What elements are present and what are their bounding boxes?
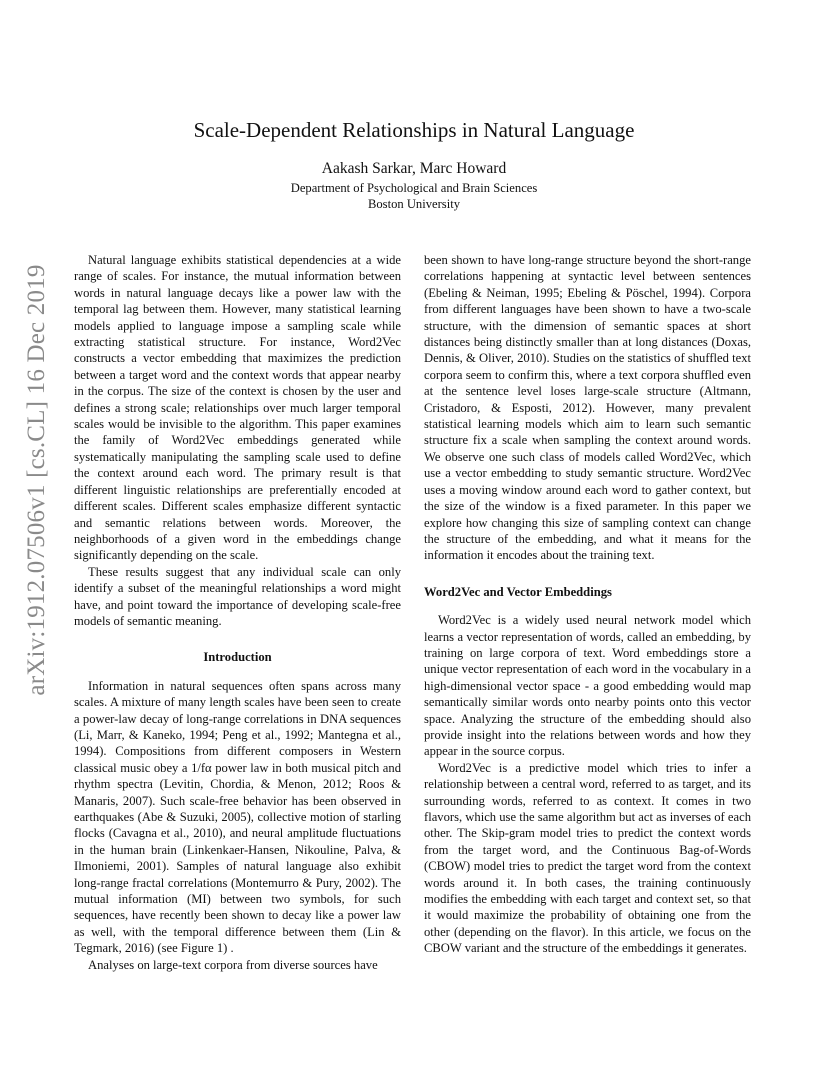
- abstract-paragraph-1: Natural language exhibits statistical dependencies at a wide range of scales. For instance, the mutual information between words in natural language decays like a power law with the temporal lag between them. However, many statistical learning models applied to language impose a sampling scale while extracting statistical structure. For instance, Word2Vec constructs a vector embedding that maximizes the prediction between a target word and the context words that appear nearby in the corpus. The size of the context is chosen by the user and defines a strong scale; relationships over much larger temporal scales would be invisible to the algorithm. This paper examines the family of Word2Vec embeddings generated while systematically manipulating the sampling scale used to define the context around each word. The primary result is that different linguistic relationships are preferentially encoded at different scales. Different scales emphasize different syntactic and semantic relations between words. Moreover, the neighborhoods of a given word in the embeddings change significantly depending on the scale.: [74, 253, 401, 563]
- word2vec-heading: Word2Vec and Vector Embeddings: [424, 584, 612, 599]
- introduction-paragraph-1: Information in natural sequences often spans across many scales. A mixture of many length scales have been seen to create a power-law decay of long-range correlations in DNA sequences (Li, Marr, & Kaneko, 1994; Peng et al., 1992; Mantegna et al., 1994). Compositions from different composers in Western classical music obey a 1/fα power law in both musical pitch and rhythm spectra (Levitin, Chordia, & Menon, 2012; Roos & Manaris, 2007). Such scale-free behavior has been observed in earthquakes (Abe & Suzuki, 2005), collective motion of starling flocks (Cavagna et al., 2010), and neural amplitude fluctuations in the human brain (Linkenkaer-Hansen, Nikouline, Palva, & Ilmoniemi, 2001). Samples of natural language also exhibit long-range fractal correlations (Montemurro & Pury, 2002). The mutual information (MI) between two symbols, for such sequences, have recently been shown to decay like a power law as well, with the temporal difference between them (Lin & Tegmark, 2016) (see Figure 1) .: [74, 678, 401, 956]
- left-column: [74, 252, 401, 973]
- arxiv-sidebar: [22, 264, 52, 696]
- arxiv-identifier: arXiv:1912.07506v1 [cs.CL] 16 Dec 2019: [23, 264, 50, 696]
- introduction-heading: Introduction: [203, 650, 272, 665]
- word2vec-paragraph-1: Word2Vec is a widely used neural network model which learns a vector representation of words, called an embedding, by training on large corpora of text. Word embeddings store a unique vector representation of each word in the vocabulary in a high-dimensional vector space - a good embedding would map semantically similar words onto nearby points onto this vector space. Analyzing the structure of the embedding should also provide insight into the relations between words and how they appear in the source corpus.: [424, 613, 751, 759]
- affiliation-department: Department of Psychological and Brain Sciences: [290, 181, 538, 195]
- introduction-paragraph-2: Analyses on large-text corpora from diverse sources have: [88, 957, 378, 972]
- abstract-paragraph-2: These results suggest that any individual scale can only identify a subset of the meaningful relationships a word might have, and point toward the importance of developing scale-free models of semantic meaning.: [74, 564, 401, 628]
- affiliation-university: Boston University: [367, 197, 460, 211]
- paper-title: Scale-Dependent Relationships in Natural Language: [193, 118, 635, 142]
- paper-authors: Aakash Sarkar, Marc Howard: [321, 160, 507, 177]
- word2vec-paragraph-2: Word2Vec is a predictive model which tries to infer a relationship between a central word, referred to as target, and its surrounding words, referred to as context. It comes in two flavors, which use the same algorithm but act as inverses of each other. The Skip-gram model tries to predict the context words from the target word, and the Continuous Bag-of-Words (CBOW) model tries to predict the target word from the context words around it. In both cases, the training continuously modifies the embedding with each target and context set, so that it would maximize the probability of obtaining one from the other (depending on the flavor). In this article, we focus on the CBOW variant and the structure of the embeddings it generates.: [424, 760, 751, 956]
- body-paragraph-continued: been shown to have long-range structure beyond the short-range correlations happening at syntactic level between sentences (Ebeling & Neiman, 1995; Ebeling & Pöschel, 1994). Corpora from different languages have been shown to have a two-scale structure, with the dimension of semantic spaces at short distances being distinctly smaller than at long distances (Doxas, Dennis, & Oliver, 2010). Studies on the statistics of shuffled text corpora seem to confirm this, where a text corpora shuffled even at the sentence level loses large-scale structure (Altmann, Cristadoro, & Esposti, 2012). However, many prevalent statistical learning models which aim to learn such semantic structure fix a scale when sampling the context around words. We observe one such class of models called Word2Vec, which use a vector embedding to study semantic structure. Word2Vec uses a moving window around each word to gather context, but the size of the window is a fixed parameter. In this paper we explore how changing this size of sampling context can change the structure of the embedding, and what it means for the information it encodes about the training text.: [424, 253, 751, 563]
- right-column: [424, 252, 751, 957]
